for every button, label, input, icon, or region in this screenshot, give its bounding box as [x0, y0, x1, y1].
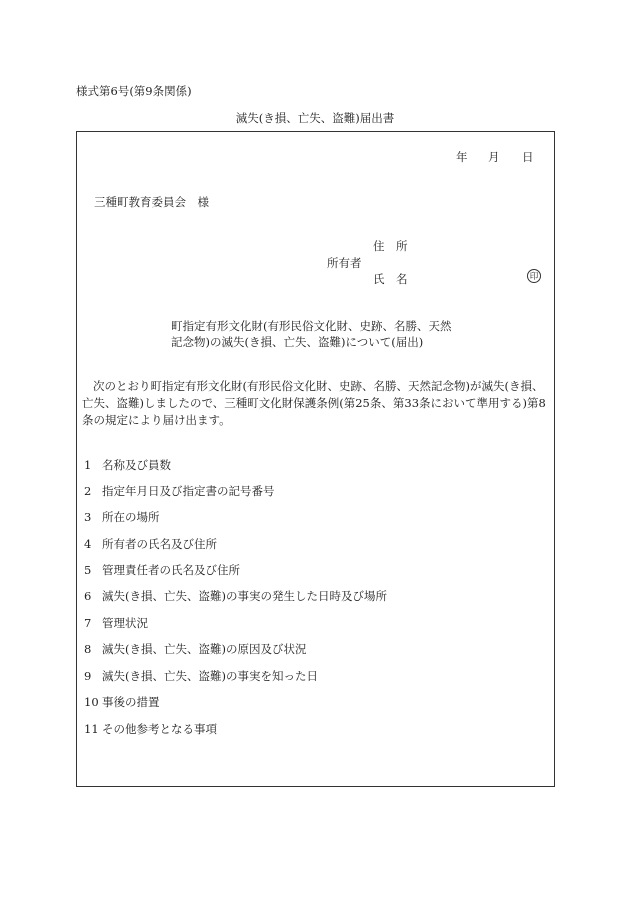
item-text: 管理状況	[102, 616, 148, 630]
list-item	[84, 641, 306, 657]
item-text: 事後の措置	[102, 695, 160, 709]
item-number: 10	[84, 695, 99, 709]
body-line-3: 条の規定により届け出ます。	[82, 413, 231, 427]
item-number: 11	[84, 722, 99, 736]
document-title: 滅失(き損、亡失、盗難)届出書	[235, 111, 395, 125]
item-text: 所有者の氏名及び住所	[102, 537, 217, 551]
item-text: 滅失(き損、亡失、盗難)の事実を知った日	[102, 669, 318, 683]
list-item	[84, 483, 275, 499]
item-text: 滅失(き損、亡失、盗難)の原因及び状況	[102, 642, 307, 656]
list-item	[84, 509, 160, 525]
item-number: 2	[84, 484, 92, 498]
address-label: 住 所	[373, 239, 408, 253]
item-text: 指定年月日及び指定書の記号番号	[102, 484, 275, 498]
item-number: 4	[84, 537, 92, 551]
item-number: 6	[84, 589, 92, 603]
list-item	[84, 457, 171, 473]
subject-line-2: 記念物)の滅失(き損、亡失、盗難)について(届出)	[171, 335, 424, 349]
list-item	[84, 668, 318, 684]
item-text: 滅失(き損、亡失、盗難)の事実の発生した日時及び場所	[102, 589, 387, 603]
item-text: 所在の場所	[102, 510, 160, 524]
item-number: 8	[84, 642, 92, 656]
item-number: 1	[84, 458, 92, 472]
item-text: 名称及び員数	[102, 458, 171, 472]
date-line	[456, 149, 534, 165]
form-number: 様式第6号(第9条関係)	[76, 84, 192, 98]
item-number: 3	[84, 510, 92, 524]
date-day-label: 日	[522, 150, 534, 164]
date-month-label: 月	[488, 150, 500, 164]
item-number: 9	[84, 669, 92, 683]
body-line-2: 亡失、盗難)しましたので、三種町文化財保護条例(第25条、第33条において準用する)第8	[82, 396, 546, 410]
list-item	[84, 562, 240, 578]
item-text: その他参考となる事項	[102, 722, 217, 736]
date-year-label: 年	[456, 150, 468, 164]
item-text: 管理責任者の氏名及び住所	[102, 563, 240, 577]
item-number: 7	[84, 616, 92, 630]
list-item	[84, 721, 217, 737]
list-item	[84, 588, 387, 604]
list-item	[84, 694, 160, 710]
body-line-1: 次のとおり町指定有形文化財(有形民俗文化財、史跡、名勝、天然記念物)が滅失(き損、	[93, 379, 544, 393]
item-number: 5	[84, 563, 92, 577]
owner-label: 所有者	[327, 256, 362, 270]
seal-mark: 印	[527, 269, 541, 283]
name-label: 氏 名	[373, 272, 408, 286]
list-item	[84, 615, 148, 631]
list-item	[84, 536, 217, 552]
subject-line-1: 町指定有形文化財(有形民俗文化財、史跡、名勝、天然	[171, 319, 452, 333]
addressee: 三種町教育委員会 様	[94, 195, 209, 209]
